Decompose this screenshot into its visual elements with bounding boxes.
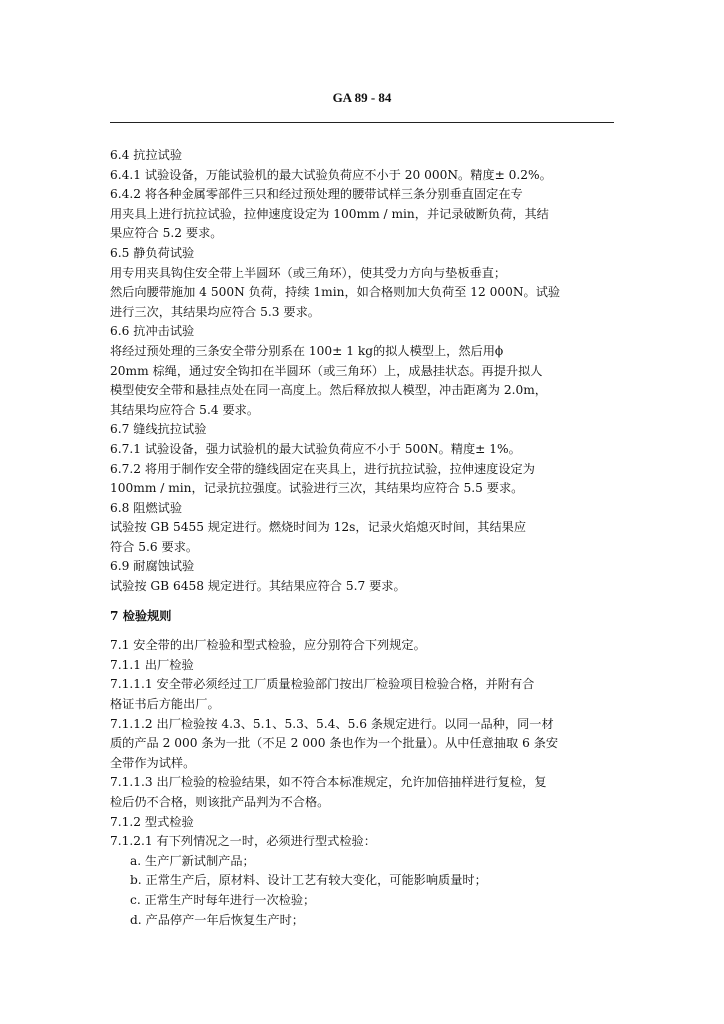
heading-7-1-1: 7.1.1 出厂检验: [110, 657, 194, 672]
para-6-4-2-line2: 用夹具上进行抗拉试验，拉伸速度设定为 100mm / min，并记录破断负荷，其结: [110, 206, 549, 221]
para-6-7-2-line1: 6.7.2 将用于制作安全带的缝线固定在夹具上，进行抗拉试验，拉伸速度设定为: [110, 461, 535, 476]
para-6-8-line1: 试验按 GB 5455 规定进行。燃烧时间为 12s，记录火焰熄灭时间，其结果应: [110, 520, 527, 535]
para-6-6-line3: 模型使安全带和悬挂点处在同一高度上。然后释放拟人模型，冲击距离为 2.0m，: [110, 383, 547, 398]
para-6-5-line2: 然后向腰带施加 4 500N 负荷，持续 1min，如合格则加大负荷至 12 000N。试验: [110, 285, 561, 300]
heading-6-8: 6.8 阻燃试验: [110, 500, 183, 515]
para-6-5-line3: 进行三次，其结果均应符合 5.3 要求。: [110, 304, 320, 319]
header-rule: [110, 122, 614, 123]
spacer: [110, 597, 614, 607]
para-7-1-1-1-line1: 7.1.1.1 安全带必须经过工厂质量检验部门按出厂检验项目检验合格，并附有合: [110, 677, 535, 692]
heading-6-5: 6.5 静负荷试验: [110, 245, 195, 260]
para-6-6-line4: 其结果均应符合 5.4 要求。: [110, 402, 260, 417]
para-6-4-1: 6.4.1 试验设备，万能试验机的最大试验负荷应不小于 20 000N。精度± 0.2%。: [110, 167, 552, 182]
para-7-1: 7.1 安全带的出厂检验和型式检验，应分别符合下列规定。: [110, 638, 426, 653]
para-6-5-line1: 用专用夹具钩住安全带上半圆环（或三角环），使其受力方向与垫板垂直；: [110, 265, 507, 280]
para-6-7-2-line2: 100mm / min，记录抗拉强度。试验进行三次，其结果均应符合 5.5 要求。: [110, 481, 524, 496]
document-body: [110, 146, 614, 930]
para-6-4-2-line1: 6.4.2 将各种金属零部件三只和经过预处理的腰带试样三条分别垂直固定在专: [110, 187, 523, 202]
heading-7-1-2: 7.1.2 型式检验: [110, 814, 194, 829]
para-6-6-line1: 将经过预处理的三条安全带分别系在 100± 1 kg的拟人模型上，然后用ϕ: [110, 343, 504, 358]
heading-6-9: 6.9 耐腐蚀试验: [110, 559, 195, 574]
list-item-c: c. 正常生产时每年进行一次检验；: [130, 892, 316, 907]
heading-6-4: 6.4 抗拉试验: [110, 148, 183, 162]
para-7-1-1-1-line2: 格证书后方能出厂。: [110, 697, 220, 712]
para-6-4-2-line3: 果应符合 5.2 要求。: [110, 226, 223, 241]
para-6-8-line2: 符合 5.6 要求。: [110, 539, 199, 554]
heading-6-7: 6.7 缝线抗拉试验: [110, 422, 207, 437]
para-6-6-line2: 20mm 棕绳，通过安全钩扣在半圆环（或三角环）上，成悬挂状态。再提升拟人: [110, 363, 543, 378]
para-7-1-1-2-line3: 全带作为试样。: [110, 755, 196, 770]
list-item-d: d. 产品停产一年后恢复生产时；: [130, 912, 304, 927]
spacer: [110, 626, 614, 636]
list-item-b: b. 正常生产后，原材料、设计工艺有较大变化，可能影响质量时；: [130, 873, 487, 888]
para-7-1-1-3-line1: 7.1.1.3 出厂检验的检验结果，如不符合本标准规定，允许加倍抽样进行复检，复: [110, 775, 547, 790]
para-7-1-2-1: 7.1.2.1 有下列情况之一时，必须进行型式检验：: [110, 834, 376, 849]
para-7-1-1-3-line2: 检后仍不合格，则该批产品判为不合格。: [110, 795, 330, 809]
heading-7: 7 检验规则: [110, 608, 172, 623]
heading-6-6: 6.6 抗冲击试验: [110, 324, 195, 339]
doc-number-header: GA 89 - 84: [332, 90, 392, 105]
para-6-7-1: 6.7.1 试验设备，强力试验机的最大试验负荷应不小于 500N。精度± 1%。: [110, 441, 521, 456]
para-7-1-1-2-line2: 质的产品 2 000 条为一批（不足 2 000 条也作为一个批量）。从中任意抽取 6 条安: [110, 736, 559, 751]
para-7-1-1-2-line1: 7.1.1.2 出厂检验按 4.3、5.1、5.3、5.4、5.6 条规定进行。以同一品种，同一材: [110, 716, 554, 731]
para-6-9: 试验按 GB 6458 规定进行。其结果应符合 5.7 要求。: [110, 579, 406, 594]
list-item-a: a. 生产厂新试制产品；: [130, 853, 255, 868]
